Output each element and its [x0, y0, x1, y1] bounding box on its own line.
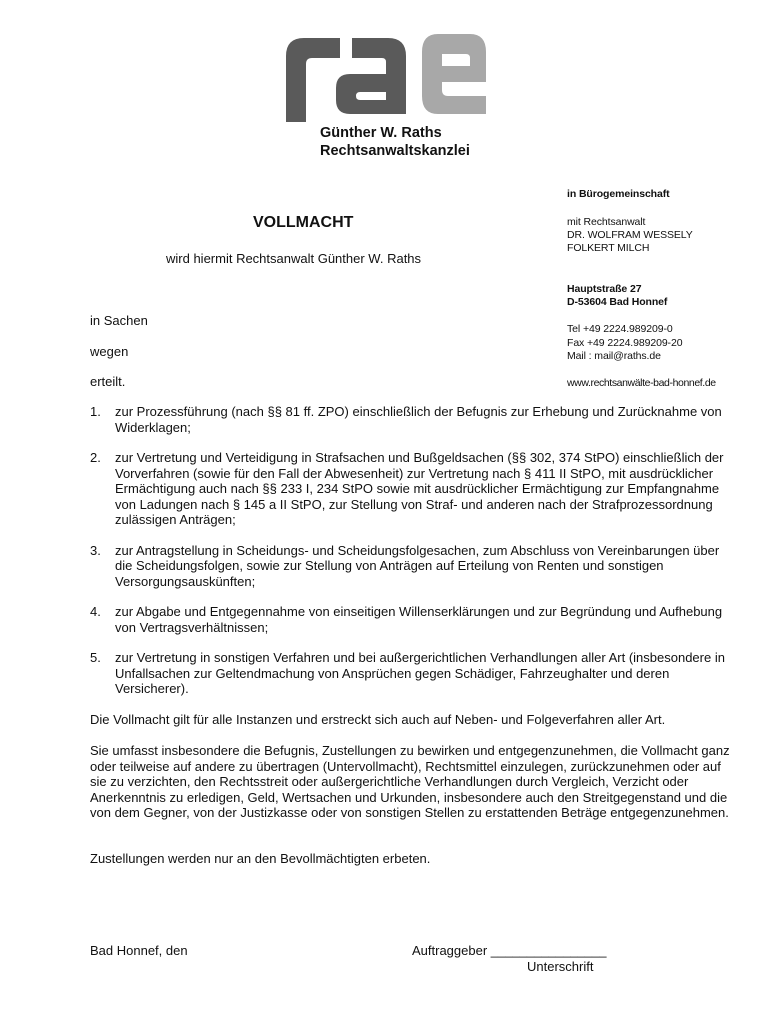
client-signature-line: Auftraggeber ________________: [412, 943, 607, 958]
with-lawyer-label: mit Rechtsanwalt: [567, 216, 646, 228]
clause-number: 1.: [90, 404, 101, 419]
partner-name: DR. WOLFRAM WESSELY: [567, 229, 693, 241]
wegen-label: wegen: [90, 344, 129, 359]
clause-item: [90, 543, 730, 590]
website-url: www.rechtsanwälte-bad-honnef.de: [567, 377, 716, 389]
document-subtitle: wird hiermit Rechtsanwalt Günther W. Raths: [166, 251, 422, 266]
fax-number: Fax +49 2224.989209-20: [567, 337, 683, 349]
signature-label: Unterschrift: [527, 959, 594, 974]
logo-letter-a: [336, 38, 406, 114]
address-street: Hauptstraße 27: [567, 283, 642, 295]
erteilt-label: erteilt.: [90, 374, 126, 389]
clause-text: zur Vertretung und Verteidigung in Strafsachen und Bußgeldsachen (§§ 302, 374 StPO) einschließlich der Vorverfahren (sowie für den Fall der Abwesenheit) zur Vertretung nach § 411 II StPO, mit ausdrücklicher Ermächtigung auch nach §§ 233 I, 234 StPO sowie mit ausdrücklicher Ermächtigung zur Empfangnahme von Ladungen nach § 145 a II StPO, zur Stellung von Straf- und anderen nach der Strafprozessordnung zulässigen Anträgen;: [115, 450, 724, 527]
logo-letter-r: [286, 38, 340, 122]
address-city: D-53604 Bad Honnef: [567, 296, 668, 308]
scope-paragraph: Die Vollmacht gilt für alle Instanzen und erstreckt sich auch auf Neben- und Folgeverfahren aller Art.: [90, 712, 666, 727]
clause-text: zur Vertretung in sonstigen Verfahren und bei außergerichtlichen Verhandlungen aller Art (insbesondere in Unfallsachen zur Geltendmachung von Ansprüchen gegen Schädiger, Fahrzeughalter und deren Versicherer).: [115, 650, 725, 696]
service-paragraph: Zustellungen werden nur an den Bevollmächtigten erbeten.: [90, 851, 431, 866]
firm-logo: [282, 30, 488, 122]
clause-item: [90, 604, 730, 635]
email-address: Mail : mail@raths.de: [567, 350, 661, 362]
clause-number: 3.: [90, 542, 101, 558]
clause-number: 4.: [90, 604, 101, 619]
logo-letter-e: [422, 34, 486, 114]
clause-item: [90, 450, 730, 528]
clause-item: [90, 404, 730, 435]
partner-name: FOLKERT MILCH: [567, 242, 650, 254]
clause-number: 5.: [90, 650, 101, 665]
clause-text: zur Antragstellung in Scheidungs- und Scheidungsfolgesachen, zum Abschluss von Vereinbarungen über die Scheidungsfolgen, sowie zur Stellung von Anträgen auf Erteilung von Renten und sonstigen Versorgungsauskünften;: [115, 542, 720, 589]
clause-text: zur Prozessführung (nach §§ 81 ff. ZPO) einschließlich der Befugnis zur Erhebung und Zurücknahme von Widerklagen;: [115, 404, 722, 435]
clause-number: 2.: [90, 450, 101, 465]
in-sachen-label: in Sachen: [90, 313, 148, 328]
powers-paragraph: Sie umfasst insbesondere die Befugnis, Zustellungen zu bewirken und entgegenzunehmen, die Vollmacht ganz oder teilweise auf andere zu übertragen (Untervollmacht), Rechtsmittel einzulegen, zurückzunehmen oder auf sie zu verzichten, den Rechtsstreit oder außergerichtliche Verhandlungen durch Vergleich, Verzicht oder Anerkenntnis zu erledigen, Geld, Wertsachen und Urkunden, insbesondere auch den Streitgegenstand und die von dem Gegner, von der Justizkasse oder von sonstigen Stellen zu erstattenden Beträge entgegenzunehmen.: [90, 743, 730, 820]
place-date-label: Bad Honnef, den: [90, 943, 188, 958]
firm-name: Günther W. Raths: [320, 125, 442, 141]
firm-subtitle: Rechtsanwaltskanzlei: [320, 143, 470, 159]
partnership-label: in Bürogemeinschaft: [567, 188, 670, 200]
clause-text: zur Abgabe und Entgegennahme von einseitigen Willenserklärungen und zur Begründung und Aufhebung von Vertragsverhältnissen;: [115, 604, 723, 635]
phone-number: Tel +49 2224.989209-0: [567, 323, 673, 335]
clause-list: [90, 404, 730, 712]
document-title: VOLLMACHT: [253, 214, 354, 231]
clause-item: [90, 650, 730, 697]
